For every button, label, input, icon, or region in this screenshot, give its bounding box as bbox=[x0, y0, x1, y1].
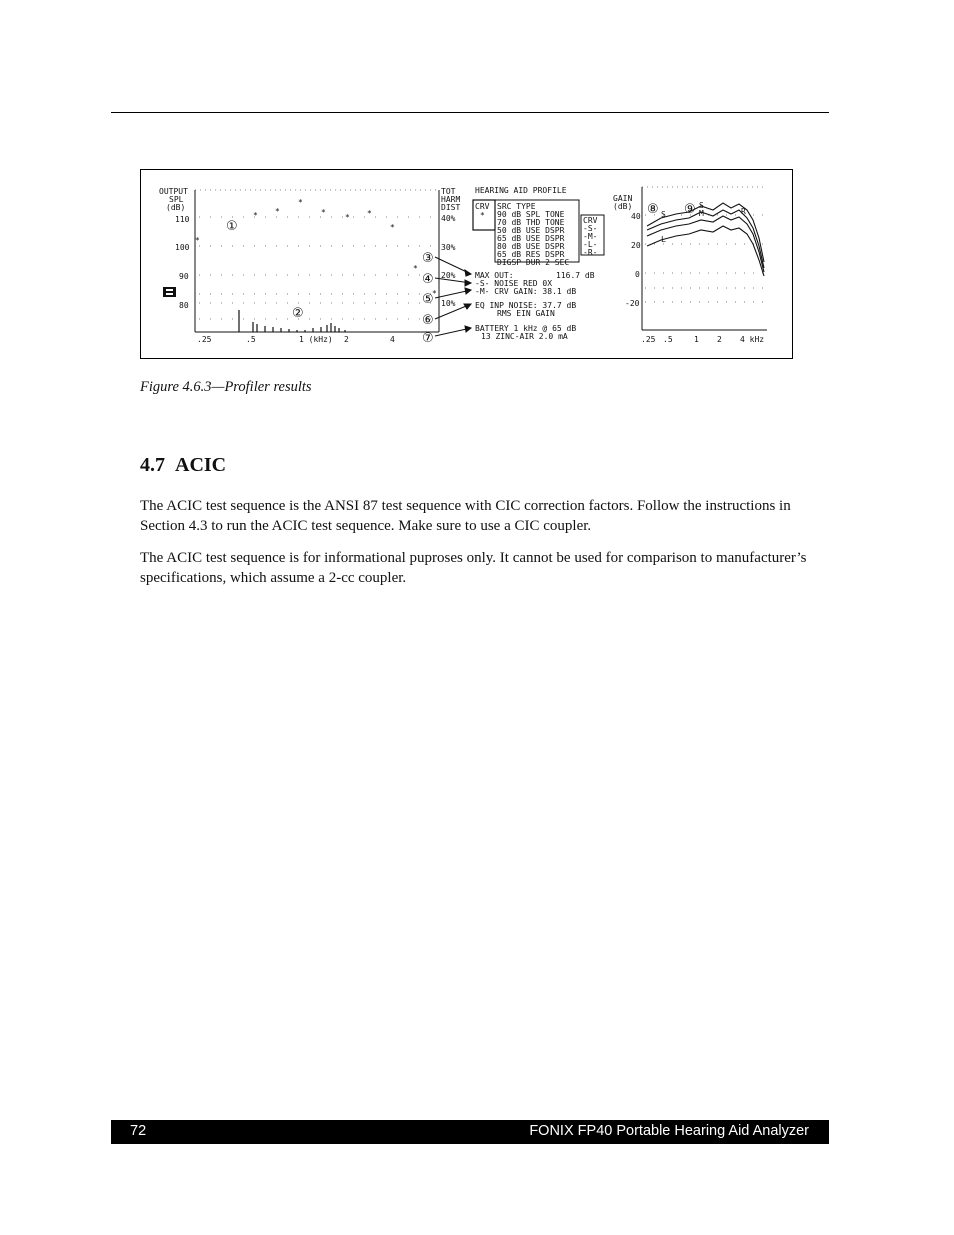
gain-ylabel-1: GAIN bbox=[613, 194, 633, 203]
gain-xtick-1: 1 bbox=[694, 335, 699, 344]
left-xtick-05: .5 bbox=[246, 335, 256, 344]
dist-tick-10: 10% bbox=[441, 299, 456, 308]
footer-bar bbox=[111, 1120, 829, 1144]
gain-xtick-4: 4 kHz bbox=[740, 335, 765, 344]
callout-9: ⑨ bbox=[684, 202, 696, 217]
profiler-screen bbox=[141, 170, 794, 360]
gain-ytick-20: 20 bbox=[631, 241, 641, 250]
svg-text:*: * bbox=[367, 209, 372, 218]
gain-ytick-n20: -20 bbox=[625, 299, 640, 308]
profile-row-2: 70 dB THD TONE bbox=[497, 218, 565, 227]
hearing-aid-profile bbox=[435, 186, 604, 341]
svg-text:L: L bbox=[661, 235, 666, 244]
battery-line: BATTERY 1 kHz @ 65 dB bbox=[475, 324, 577, 333]
dist-label-3: DIST bbox=[441, 203, 461, 212]
left-ytick-100: 100 bbox=[175, 243, 190, 252]
svg-text:*: * bbox=[275, 207, 280, 216]
battery-line-2: 13 ZINC-AIR 2.0 mA bbox=[481, 332, 568, 341]
profile-row-header: SRC TYPE bbox=[497, 202, 536, 211]
callout-2: ② bbox=[292, 306, 304, 321]
svg-text:*: * bbox=[390, 223, 395, 232]
top-rule bbox=[111, 112, 829, 113]
figure-caption: Figure 4.6.3—Profiler results bbox=[140, 379, 312, 395]
left-ylabel-3: (dB) bbox=[166, 203, 186, 212]
profiler-figure bbox=[140, 169, 793, 359]
profile-row-3: 50 dB USE DSPR bbox=[497, 226, 565, 235]
gain-ytick-0: 0 bbox=[635, 270, 640, 279]
gain-ytick-40: 40 bbox=[631, 212, 641, 221]
left-xtick-4: 4 bbox=[390, 335, 395, 344]
callout-arrows bbox=[435, 257, 471, 336]
dist-label-2: HARM bbox=[441, 195, 461, 204]
callout-3: ③ bbox=[422, 251, 434, 266]
dist-tick-40: 40% bbox=[441, 214, 456, 223]
crv-col-4: -R- bbox=[583, 248, 598, 257]
left-ylabel-2: SPL bbox=[169, 195, 184, 204]
left-graph bbox=[159, 187, 460, 344]
callout-4: ④ bbox=[422, 272, 434, 287]
left-xtick-025: .25 bbox=[197, 335, 212, 344]
left-ytick-110: 110 bbox=[175, 215, 190, 224]
profile-row-7: DIGSP DUR 2 SEC bbox=[497, 258, 570, 267]
left-xtick-2: 2 bbox=[344, 335, 349, 344]
left-ytick-90: 90 bbox=[179, 272, 189, 281]
callout-numbers bbox=[226, 202, 696, 346]
gain-xtick-05: .5 bbox=[663, 335, 673, 344]
profile-row-5: 80 dB USE DSPR bbox=[497, 242, 565, 251]
max-out-label: MAX OUT: bbox=[475, 271, 514, 280]
crv-gain-line: -M- CRV GAIN: 38.1 dB bbox=[475, 287, 577, 296]
dist-tick-30: 30% bbox=[441, 243, 456, 252]
dist-label-1: TOT bbox=[441, 187, 456, 196]
svg-text:*: * bbox=[480, 211, 485, 220]
output-points bbox=[195, 198, 437, 298]
svg-text:R: R bbox=[741, 207, 746, 216]
crv-col-1: -S- bbox=[583, 224, 598, 233]
gain-ylabel-2: (dB) bbox=[613, 202, 633, 211]
svg-text:M: M bbox=[699, 209, 704, 218]
section-number: 4.7 bbox=[140, 454, 165, 476]
svg-text:*: * bbox=[413, 264, 418, 273]
eq-noise-line: EQ INP NOISE: 37.7 dB bbox=[475, 301, 577, 310]
profile-row-1: 90 dB SPL TONE bbox=[497, 210, 565, 219]
section-title: ACIC bbox=[175, 454, 227, 476]
section-heading bbox=[140, 454, 226, 477]
crv-col-3: -L- bbox=[583, 240, 598, 249]
svg-text:*: * bbox=[321, 208, 326, 217]
profile-crv-label: CRV bbox=[475, 202, 490, 211]
max-out-value: 116.7 dB bbox=[556, 271, 595, 280]
svg-text:S: S bbox=[661, 210, 666, 219]
svg-text:*: * bbox=[195, 236, 200, 245]
profile-row-4: 65 dB USE DSPR bbox=[497, 234, 565, 243]
paragraph-2: The ACIC test sequence is for informational puproses only. It cannot be used for comparison to manufacturer’s specifications, which assume a 2-cc coupler. bbox=[140, 550, 807, 586]
left-ytick-80: 80 bbox=[179, 301, 189, 310]
svg-text:*: * bbox=[253, 211, 258, 220]
callout-6: ⑥ bbox=[422, 313, 434, 328]
dist-tick-20: 20% bbox=[441, 271, 456, 280]
crv-col-2: -M- bbox=[583, 232, 598, 241]
left-ylabel-1: OUTPUT bbox=[159, 187, 188, 196]
svg-text:S: S bbox=[699, 201, 704, 210]
profile-title: HEARING AID PROFILE bbox=[475, 186, 567, 195]
callout-8: ⑧ bbox=[647, 202, 659, 217]
ein-line: RMS EIN GAIN bbox=[497, 309, 555, 318]
callout-1: ① bbox=[226, 219, 238, 234]
profile-row-6: 65 dB RES DSPR bbox=[497, 250, 565, 259]
callout-7: ⑦ bbox=[422, 331, 434, 346]
paragraph-1: The ACIC test sequence is the ANSI 87 test sequence with CIC correction factors. Follow the instructions in Section 4.3 to run the ACIC test sequence. Make sure to use a CIC coupler. bbox=[140, 498, 791, 534]
memory-icon bbox=[163, 287, 176, 297]
gain-xtick-2: 2 bbox=[717, 335, 722, 344]
page-number: 72 bbox=[130, 1123, 147, 1139]
noise-red-line: -S- NOISE RED 0X bbox=[475, 279, 553, 288]
crv-col-0: CRV bbox=[583, 216, 598, 225]
left-xtick-1: 1 (kHz) bbox=[299, 335, 333, 344]
callout-5: ⑤ bbox=[422, 292, 434, 307]
gain-xtick-025: .25 bbox=[641, 335, 656, 344]
svg-text:*: * bbox=[432, 289, 437, 298]
svg-text:*: * bbox=[345, 213, 350, 222]
svg-text:*: * bbox=[298, 198, 303, 207]
footer-title: FONIX FP40 Portable Hearing Aid Analyzer bbox=[529, 1123, 809, 1139]
